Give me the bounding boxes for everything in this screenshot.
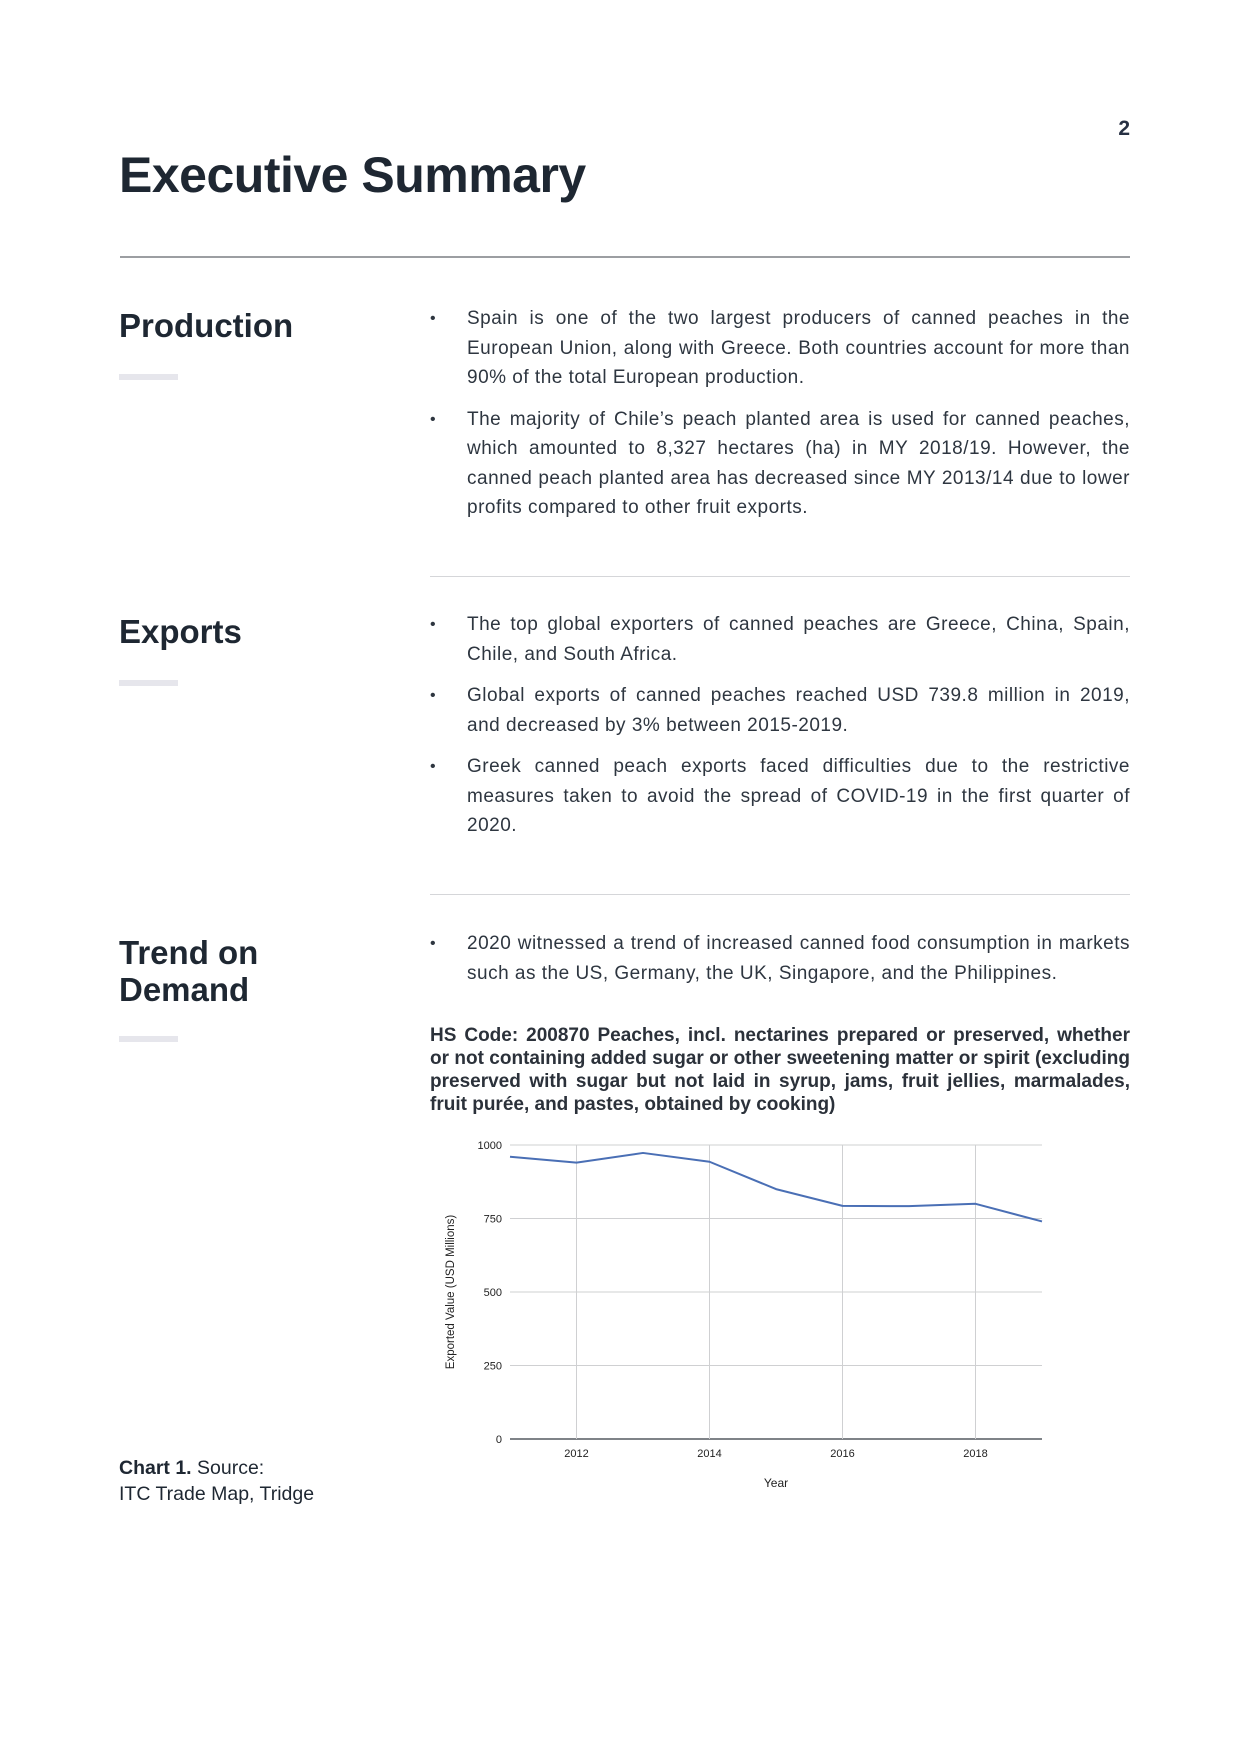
- bullet-item: • The majority of Chile’s peach planted area is used for canned peaches, which amounted to 8,327 hectares (ha) in MY 2018/19. However, the canned peach planted area has decreased since MY 2013/14 due to lower profits compared to other fruit exports.: [430, 405, 1130, 523]
- bullet-dot: •: [430, 616, 437, 633]
- x-tick-label: 2012: [564, 1448, 589, 1460]
- x-tick-label: 2014: [697, 1448, 722, 1460]
- chart-source: ITC Trade Map, Tridge: [119, 1483, 315, 1505]
- section-divider: [430, 576, 1130, 577]
- bullet-dot: •: [430, 758, 437, 775]
- hs-code-description: HS Code: 200870 Peaches, incl. nectarines prepared or preserved, whether or not containing added sugar or other sweetening matter or spirit (excluding preserved with sugar but not laid in syrup, jams, fruit jellies, marmalades, fruit purée, and pastes, obtained by cooking): [430, 1025, 1130, 1115]
- y-tick-label: 0: [495, 1434, 502, 1446]
- y-axis-label: Exported Value (USD Millions): [445, 1214, 457, 1370]
- section-title-trend-on-demand: Trend on Demand: [119, 934, 259, 1008]
- exports-bullets: [430, 610, 1130, 853]
- section-divider: [430, 894, 1130, 895]
- page-title: Executive Summary: [119, 147, 586, 203]
- page-number: 2: [1118, 117, 1130, 140]
- production-bullets: [430, 304, 1130, 535]
- y-tick-label: 500: [483, 1287, 502, 1299]
- section-accent-bar: [119, 1036, 178, 1042]
- section-accent-bar: [119, 680, 178, 686]
- chart-label: Chart 1.: [119, 1457, 192, 1479]
- data-series-line: [510, 1153, 1042, 1222]
- x-tick-label: 2016: [830, 1448, 855, 1460]
- bullet-dot: •: [430, 687, 437, 704]
- exported-value-line-chart: [430, 1135, 1070, 1515]
- section-accent-bar: [119, 374, 178, 380]
- bullet-item: • Global exports of canned peaches reached USD 739.8 million in 2019, and decreased by 3% between 2015-2019.: [430, 681, 1130, 740]
- chart-canvas: [430, 1135, 1070, 1515]
- title-divider: [120, 256, 1130, 258]
- bullet-dot: •: [430, 310, 437, 327]
- bullet-item: • The top global exporters of canned peaches are Greece, China, Spain, Chile, and South Africa.: [430, 610, 1130, 669]
- y-tick-label: 750: [483, 1213, 502, 1226]
- section-title-production: Production: [119, 307, 294, 344]
- section-title-exports: Exports: [119, 613, 242, 650]
- x-axis-label: Year: [763, 1476, 789, 1490]
- bullet-dot: •: [430, 410, 437, 428]
- y-tick-label: 250: [483, 1360, 502, 1373]
- bullet-dot: •: [430, 935, 437, 952]
- bullet-item: • Greek canned peach exports faced difficulties due to the restrictive measures taken to avoid the spread of COVID-19 in the first quarter of 2020.: [430, 752, 1130, 841]
- trend-bullets: [430, 929, 1130, 1000]
- y-tick-label: 1000: [477, 1140, 502, 1152]
- bullet-item: • Spain is one of the two largest producers of canned peaches in the European Union, along with Greece. Both countries account for more than 90% of the total European production.: [430, 304, 1130, 393]
- x-tick-label: 2018: [963, 1448, 988, 1460]
- bullet-item: • 2020 witnessed a trend of increased canned food consumption in markets such as the US, Germany, the UK, Singapore, and the Philippines.: [430, 929, 1130, 988]
- chart-caption: Chart 1. Source: ITC Trade Map, Tridge: [119, 1457, 315, 1505]
